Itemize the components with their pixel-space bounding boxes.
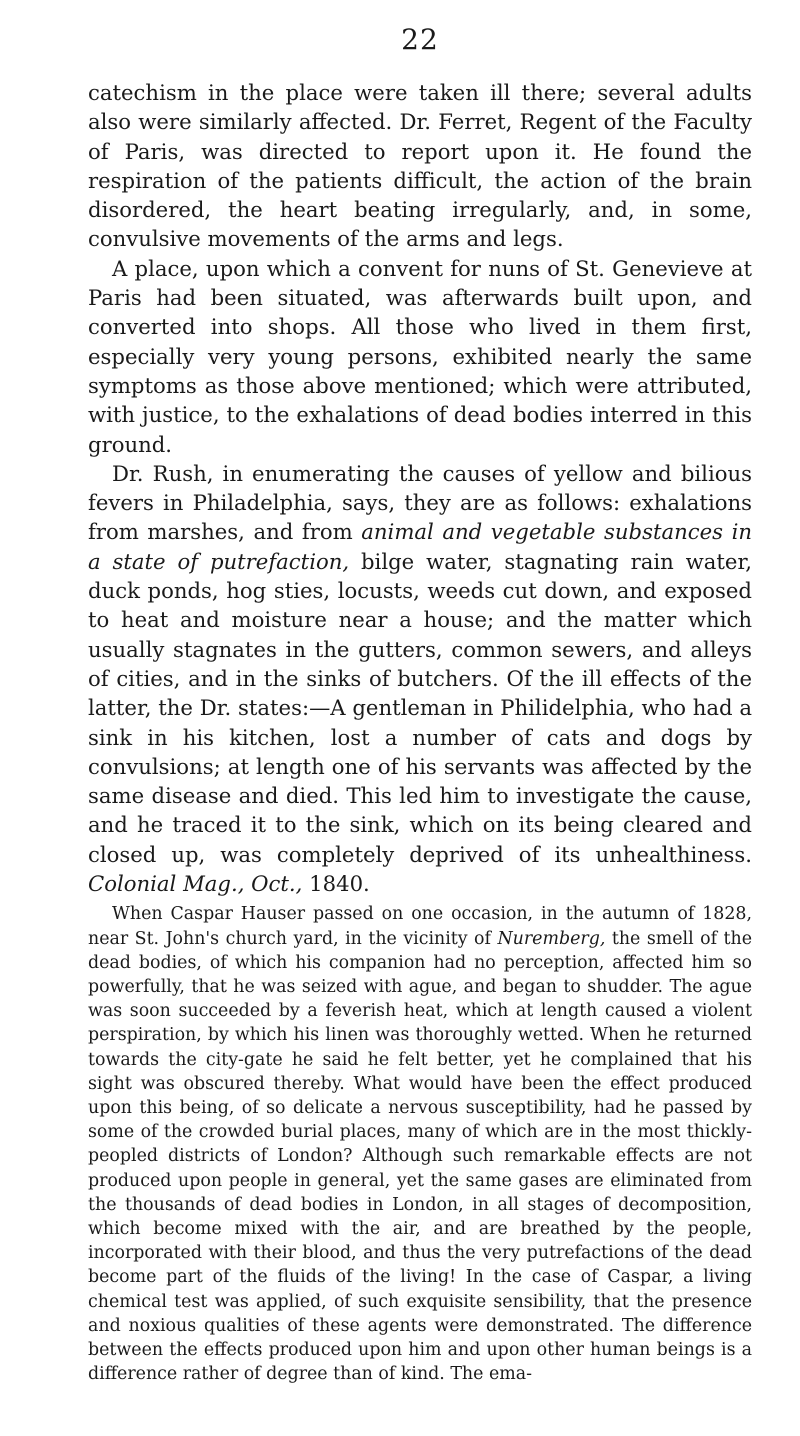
paragraph-3-before: Dr. Rush, in enumerating the causes of yellow and bilious fevers in Philadelphia, says, they are as follows: exhalations from marshes, and from bbox=[88, 460, 752, 545]
paragraph-4 bbox=[88, 902, 752, 1386]
paragraph-2-text: A place, upon which a convent for nuns of St. Genevieve at Paris had been situated, was afterwards built upon, and converted into shops. All those who lived in them first, especially very young persons, exhibited nearly the same symptoms as those above mentioned; which were attributed, with justice, to the exhalations of dead bodies interred in this ground. bbox=[88, 255, 752, 457]
page-number: 22 bbox=[401, 23, 439, 56]
paragraph-3-citation: Colonial Mag., Oct., bbox=[88, 871, 303, 897]
paragraph-3-italic: animal and vegetable substances in a state of putrefaction, bbox=[88, 519, 752, 574]
paragraph-3 bbox=[88, 459, 752, 898]
paragraph-1 bbox=[88, 78, 752, 254]
paragraph-2 bbox=[88, 254, 752, 459]
paragraph-3-middle: bilge water, stagnating rain water, duck ponds, hog sties, locusts, weeds cut down, and exposed to heat and moisture near a house; and the matter which usually stagnates in the gutters, common sewers, and alleys of cities, and in the sinks of butchers. Of the ill effects of the latter, the Dr. states:—A gentleman in Philidelphia, who had a sink in his kitchen, lost a number of cats and dogs by convulsions; at length one of his servants was affected by the same disease and died. This led him to investigate the cause, and he traced it to the sink, which on its being cleared and closed up, was completely deprived of its unhealthiness. bbox=[88, 548, 752, 867]
paragraph-3-after: 1840. bbox=[302, 871, 370, 897]
paragraph-1-text: catechism in the place were taken ill there; several adults also were similarly affected. Dr. Ferret, Regent of the Faculty of Paris, was directed to report upon it. He found the respiration of the patients difficult, the action of the brain disordered, the heart beating irregularly, and, in some, convulsive movements of the arms and legs. bbox=[88, 80, 752, 252]
paragraph-4-italic: Nuremberg, bbox=[497, 928, 606, 949]
book-page bbox=[88, 20, 752, 1386]
paragraph-4-after: the smell of the dead bodies, of which his companion had no perception, affected him so powerfully, that he was seized with ague, and began to shudder. The ague was soon succeeded by a feverish heat, which at length caused a violent perspiration, by which his linen was thoroughly wetted. When he returned towards the city-gate he said he felt better, yet he complained that his sight was obscured thereby. What would have been the effect produced upon this being, of so delicate a nervous susceptibility, had he passed by some of the crowded burial places, many of which are in the most thickly-peopled districts of London? Although such remarkable effects are not produced upon people in general, yet the same gases are eliminated from the thousands of dead bodies in London, in all stages of decomposition, which become mixed with the air, and are breathed by the people, incorporated with their blood, and thus the very putrefactions of the dead become part of the fluids of the living! In the case of Caspar, a living chemical test was applied, of such exquisite sensibility, that the presence and noxious qualities of these agents were demonstrated. The difference between the effects produced upon him and upon other human beings is a difference rather of degree than of kind. The ema- bbox=[88, 928, 752, 1385]
paragraph-4-before: When Caspar Hauser passed on one occasion, in the autumn of 1828, near St. John's church yard, in the vicinity of bbox=[88, 904, 752, 949]
